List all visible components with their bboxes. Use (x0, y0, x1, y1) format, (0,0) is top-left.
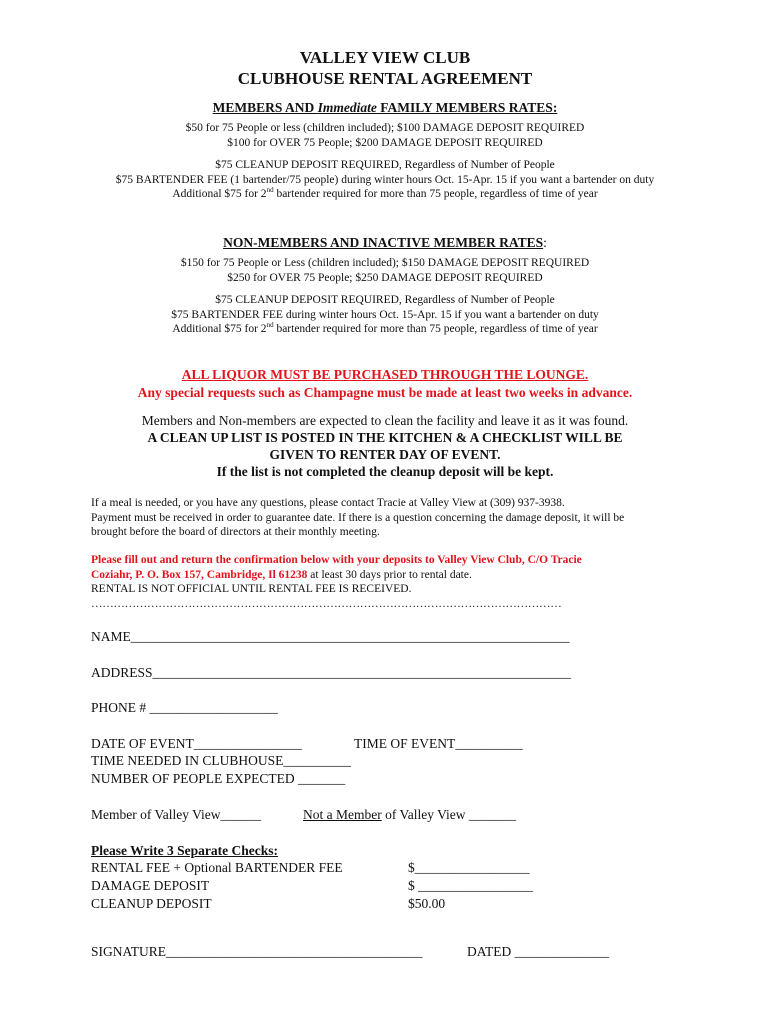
nonmembers-bartender-line: $75 BARTENDER FEE during winter hours Oct. 15-Apr. 15 if you want a bartender on duty (171, 308, 599, 321)
checks-heading: Please Write 3 Separate Checks: (91, 843, 278, 858)
members-additional-line: Additional $75 for 2nd bartender required for more than 75 people, regardless of time of year (172, 186, 598, 200)
members-rates-section (0, 100, 770, 202)
cleaning-line-1: Members and Non-members are expected to clean the facility and leave it as it was found. (141, 413, 629, 428)
signature-field[interactable]: SIGNATURE______________________________________ (91, 944, 423, 959)
members-rate-line-2: $100 for OVER 75 People; $200 DAMAGE DEPOSIT REQUIRED (227, 136, 543, 149)
liquor-notice (0, 366, 770, 401)
nonmembers-rates-heading: NON-MEMBERS AND INACTIVE MEMBER RATES (223, 235, 544, 250)
phone-field[interactable]: PHONE # ___________________ (91, 700, 278, 715)
event-date-field[interactable]: DATE OF EVENT________________ (91, 736, 302, 751)
contact-line-3: brought before the board of directors at their monthly meeting. (91, 526, 380, 538)
people-expected-field[interactable]: NUMBER OF PEOPLE EXPECTED _______ (91, 771, 346, 786)
nonmembers-rates-section: NON-MEMBERS AND INACTIVE MEMBER RATES : $150 for 75 People or Less (children included); $150 DAMAGE DEPOSIT REQUIRED $250 for OVER 75 People; $250 DAMAGE DEPOSIT REQUIRED $75 CLEANUP DEPOSIT REQUIRED, Regardless of Number of People $75 BARTENDER FEE during winter hours Oct. 15-Apr. 15 if you want a bartender on duty Additional $75 for 2nd bartender required for more than 75 people, regardless of time of year (0, 234, 770, 337)
nonmembers-cleanup-line: $75 CLEANUP DEPOSIT REQUIRED, Regardless of Number of People (215, 294, 555, 306)
cleaning-line-2: A CLEAN UP LIST IS POSTED IN THE KITCHEN & A CHECKLIST WILL BE (147, 430, 623, 445)
members-cleanup-line: $75 CLEANUP DEPOSIT REQUIRED, Regardless of Number of People (215, 159, 555, 171)
members-bartender-line: $75 BARTENDER FEE (1 bartender/75 people) during winter hours Oct. 15-Apr. 15 if you want a bartender on duty (115, 173, 655, 186)
return-line-2: Coziahr, P. O. Box 157, Cambridge, Il 61238 at least 30 days prior to rental date. (91, 568, 472, 581)
cleanup-deposit-label: CLEANUP DEPOSIT (91, 896, 212, 911)
liquor-notice-line-2: Any special requests such as Champagne must be made at least two weeks in advance. (137, 385, 633, 400)
return-instructions (91, 553, 731, 611)
address-field[interactable]: ADDRESS______________________________________________________________ (91, 665, 572, 680)
club-name: VALLEY VIEW CLUB (299, 48, 471, 67)
dated-field[interactable]: DATED ______________ (467, 944, 610, 959)
document-header (0, 47, 770, 89)
cleaning-line-3: GIVEN TO RENTER DAY OF EVENT. (269, 447, 501, 462)
nonmembers-additional-line: Additional $75 for 2nd bartender required for more than 75 people, regardless of time of year (172, 321, 598, 335)
contact-line-2: Payment must be received in order to guarantee date. If there is a question concerning the damage deposit, it will be (91, 511, 625, 524)
members-rates-heading: MEMBERS AND Immediate FAMILY MEMBERS RATES: (212, 100, 558, 115)
document-title: CLUBHOUSE RENTAL AGREEMENT (237, 69, 533, 88)
rental-fee-field[interactable]: $_________________ (408, 860, 530, 875)
name-field[interactable]: NAME_________________________________________________________________ (91, 629, 570, 644)
damage-deposit-field[interactable]: $ _________________ (408, 878, 533, 893)
tear-line: ……………………………………………………………………………………………………………… (91, 597, 562, 610)
event-time-field[interactable]: TIME OF EVENT__________ (354, 736, 523, 751)
nonmembers-rate-line-2: $250 for OVER 75 People; $250 DAMAGE DEPOSIT REQUIRED (227, 271, 543, 284)
nonmembers-rate-line-1: $150 for 75 People or Less (children included); $150 DAMAGE DEPOSIT REQUIRED (180, 257, 590, 269)
not-member-field[interactable]: Not a Member of Valley View _______ (303, 807, 517, 822)
return-line-3: RENTAL IS NOT OFFICIAL UNTIL RENTAL FEE IS RECEIVED. (91, 583, 412, 595)
contact-info (91, 496, 731, 540)
rental-fee-label: RENTAL FEE + Optional BARTENDER FEE (91, 860, 343, 875)
cleaning-line-4: If the list is not completed the cleanup deposit will be kept. (216, 464, 554, 479)
members-rate-line-1: $50 for 75 People or less (children included); $100 DAMAGE DEPOSIT REQUIRED (185, 122, 585, 134)
contact-line-1: If a meal is needed, or you have any questions, please contact Tracie at Valley View at (309) 937-3938. (91, 497, 565, 509)
cleaning-notice (0, 412, 770, 480)
liquor-notice-line-1: ALL LIQUOR MUST BE PURCHASED THROUGH THE LOUNGE. (181, 367, 589, 382)
return-line-1: Please fill out and return the confirmation below with your deposits to Valley View Club, C/O Tracie (91, 554, 582, 566)
cleanup-deposit-value: $50.00 (408, 896, 446, 911)
damage-deposit-label: DAMAGE DEPOSIT (91, 878, 210, 893)
member-field[interactable]: Member of Valley View______ (91, 807, 262, 822)
time-needed-field[interactable]: TIME NEEDED IN CLUBHOUSE__________ (91, 753, 351, 768)
